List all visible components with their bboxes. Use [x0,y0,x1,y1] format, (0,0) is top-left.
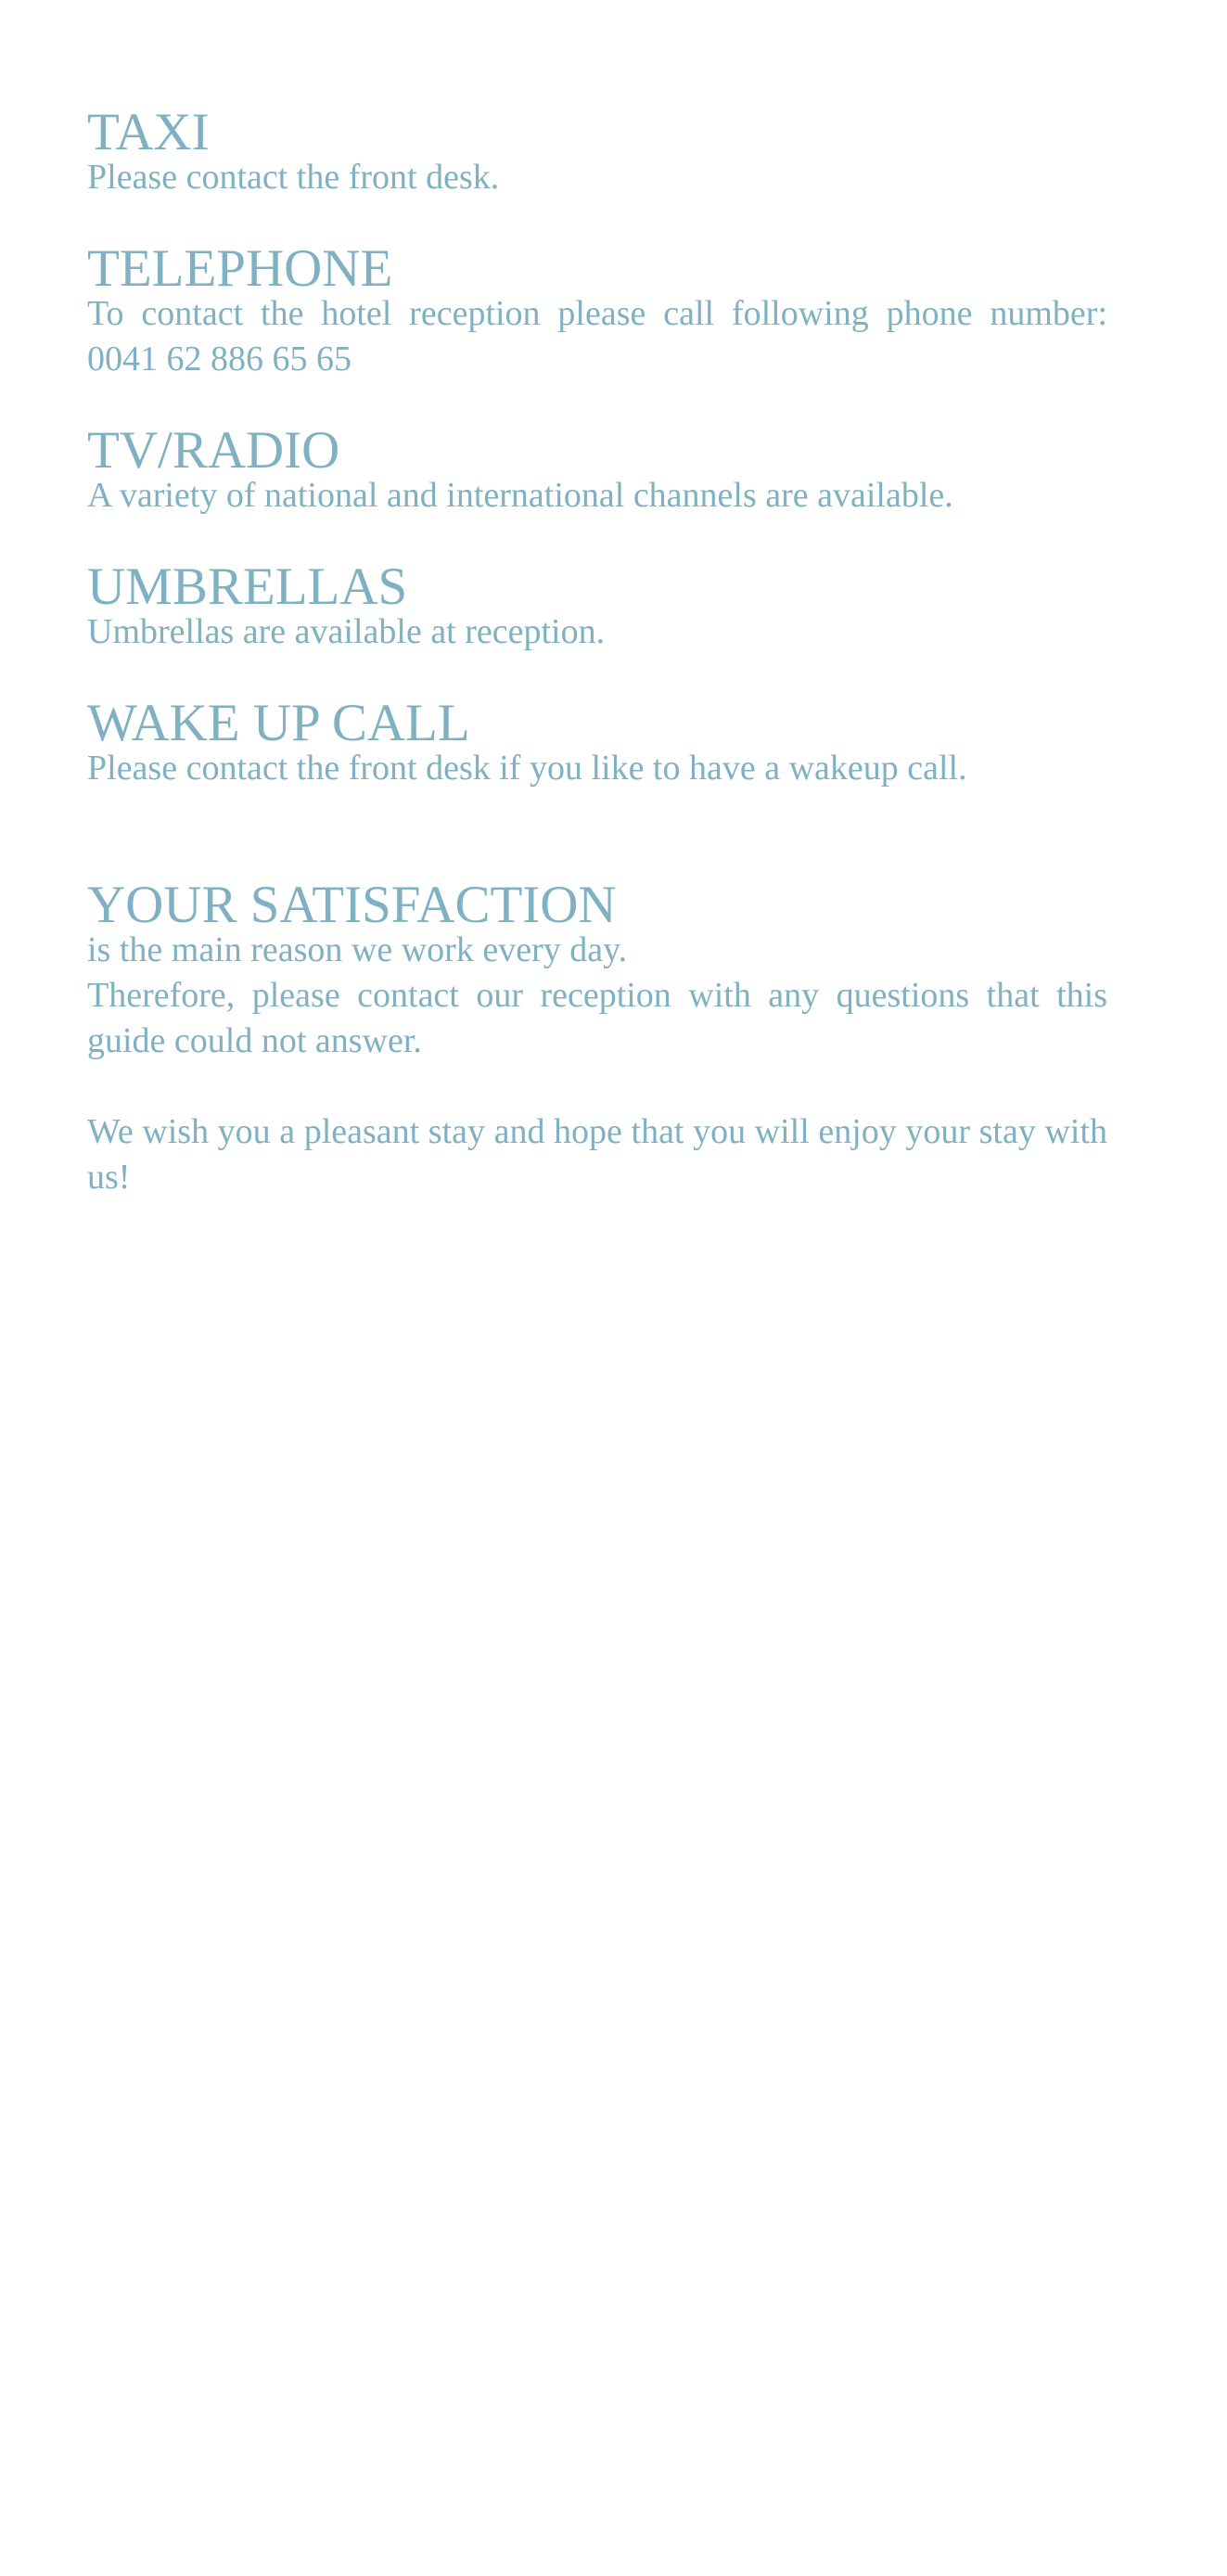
text-satisfaction-line1: is the main reason we work every day. [87,930,628,969]
text-umbrellas: Umbrellas are available at reception. [87,612,606,651]
section-satisfaction [87,876,1107,1064]
section-telephone [87,239,1107,382]
text-closing: We wish you a pleasant stay and hope that you will enjoy your stay with us! [87,1112,1107,1197]
text-tv-radio: A variety of national and international channels are available. [87,476,953,515]
heading-satisfaction: YOUR SATISFACTION [87,876,617,934]
section-tv-radio [87,421,1107,519]
guide-page [87,103,1107,1246]
text-wake-up-call: Please contact the front desk if you like to have a wakeup call. [87,749,967,788]
heading-telephone: TELEPHONE [87,239,393,298]
text-satisfaction-line2: Therefore, please contact our reception with any questions that this guide could not answer. [87,976,1107,1060]
heading-tv-radio: TV/RADIO [87,421,340,480]
text-taxi: Please contact the front desk. [87,158,500,197]
section-closing [87,1109,1107,1200]
heading-wake-up-call: WAKE UP CALL [87,694,470,752]
section-wake-up-call [87,694,1107,791]
text-telephone: To contact the hotel reception please call following phone number: 0041 62 886 65 65 [87,294,1107,378]
heading-taxi: TAXI [87,103,210,161]
section-umbrellas [87,557,1107,655]
section-taxi [87,103,1107,200]
heading-umbrellas: UMBRELLAS [87,557,408,616]
